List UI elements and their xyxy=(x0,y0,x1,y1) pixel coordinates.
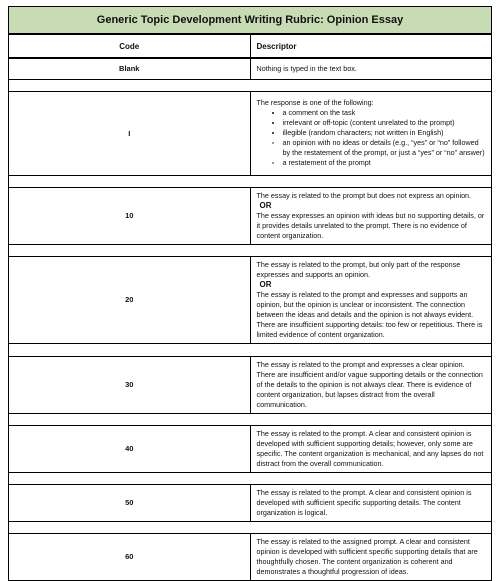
row-separator xyxy=(9,244,492,256)
row-30 xyxy=(9,356,492,413)
descriptor-30: The essay is related to the prompt and expresses a clear opinion. There are insufficient and/or vague supporting details or the connection of the details to the opinion is not always clear. There is evidence of content organization, but lapses distract from the overall communication. xyxy=(250,356,492,413)
list-item: • a restatement of the prompt xyxy=(283,158,486,168)
descriptor-i-list xyxy=(257,108,486,168)
code-30: 30 xyxy=(9,356,251,413)
descriptor-i-intro: The response is one of the following: xyxy=(256,98,374,107)
descriptor-10-part-b: The essay expresses an opinion with ideas but no supporting details, or it provides details unrelated to the prompt. There is no evidence of content organization. xyxy=(256,210,485,240)
row-separator xyxy=(9,79,492,91)
row-10 xyxy=(9,187,492,244)
descriptor-header: Descriptor xyxy=(250,34,492,58)
descriptor-20 xyxy=(250,256,492,343)
descriptor-20-part-b: The essay is related to the prompt and expresses and supports an opinion, but the opinion is unclear or inconsistent. The connection between the ideas and details and the opinion is not always evident. There are insufficient supporting details: too few or repetitious. There is limited evidence of content organization. xyxy=(256,289,483,339)
row-i xyxy=(9,91,492,175)
list-item: • illegible (random characters; not written in English) xyxy=(283,128,486,138)
or-label: OR xyxy=(259,279,272,289)
row-20 xyxy=(9,256,492,343)
code-20: 20 xyxy=(9,256,251,343)
descriptor-60: The essay is related to the assigned prompt. A clear and consistent opinion is developed with sufficient specific supporting details that are thoughtfully chosen. The content organization is coherent and demonstrates a thoughtful progression of ideas. xyxy=(250,533,492,580)
descriptor-blank: Nothing is typed in the text box. xyxy=(250,58,492,79)
row-separator xyxy=(9,175,492,187)
or-label: OR xyxy=(259,200,272,210)
row-blank xyxy=(9,58,492,79)
code-blank: Blank xyxy=(9,58,251,79)
row-separator xyxy=(9,343,492,356)
descriptor-20-part-a: The essay is related to the prompt, but only part of the response expresses and supports an opinion. xyxy=(256,259,461,279)
row-40 xyxy=(9,425,492,472)
row-separator xyxy=(9,521,492,533)
code-i: I xyxy=(9,91,251,175)
code-header: Code xyxy=(9,34,251,58)
row-separator xyxy=(9,413,492,425)
code-60: 60 xyxy=(9,533,251,580)
descriptor-i xyxy=(250,91,492,175)
descriptor-10-part-a: The essay is related to the prompt but does not express an opinion. xyxy=(256,190,472,200)
list-item: • an opinion with no ideas or details (e.g., “yes” or “no” followed by the restatement of the prompt, or just a “yes” or “no” answer) xyxy=(283,138,486,158)
descriptor-50: The essay is related to the prompt. A clear and consistent opinion is developed with sufficient specific supporting details. The content organization is logical. xyxy=(250,484,492,521)
row-separator xyxy=(9,472,492,484)
list-item: • irrelevant or off-topic (content unrelated to the prompt) xyxy=(283,118,486,128)
descriptor-10 xyxy=(250,187,492,244)
row-60 xyxy=(9,533,492,580)
list-item: • a comment on the task xyxy=(283,108,486,118)
descriptor-40: The essay is related to the prompt. A clear and consistent opinion is developed with sufficient supporting details; however, only some are specific. The content organization is mechanical, and any lapses do not distract from the overall communication. xyxy=(250,425,492,472)
row-50 xyxy=(9,484,492,521)
rubric-title: Generic Topic Development Writing Rubric: Opinion Essay xyxy=(9,7,492,35)
rubric-table xyxy=(8,6,492,581)
code-40: 40 xyxy=(9,425,251,472)
header-row xyxy=(9,34,492,58)
code-10: 10 xyxy=(9,187,251,244)
rubric-page xyxy=(8,6,492,581)
code-50: 50 xyxy=(9,484,251,521)
